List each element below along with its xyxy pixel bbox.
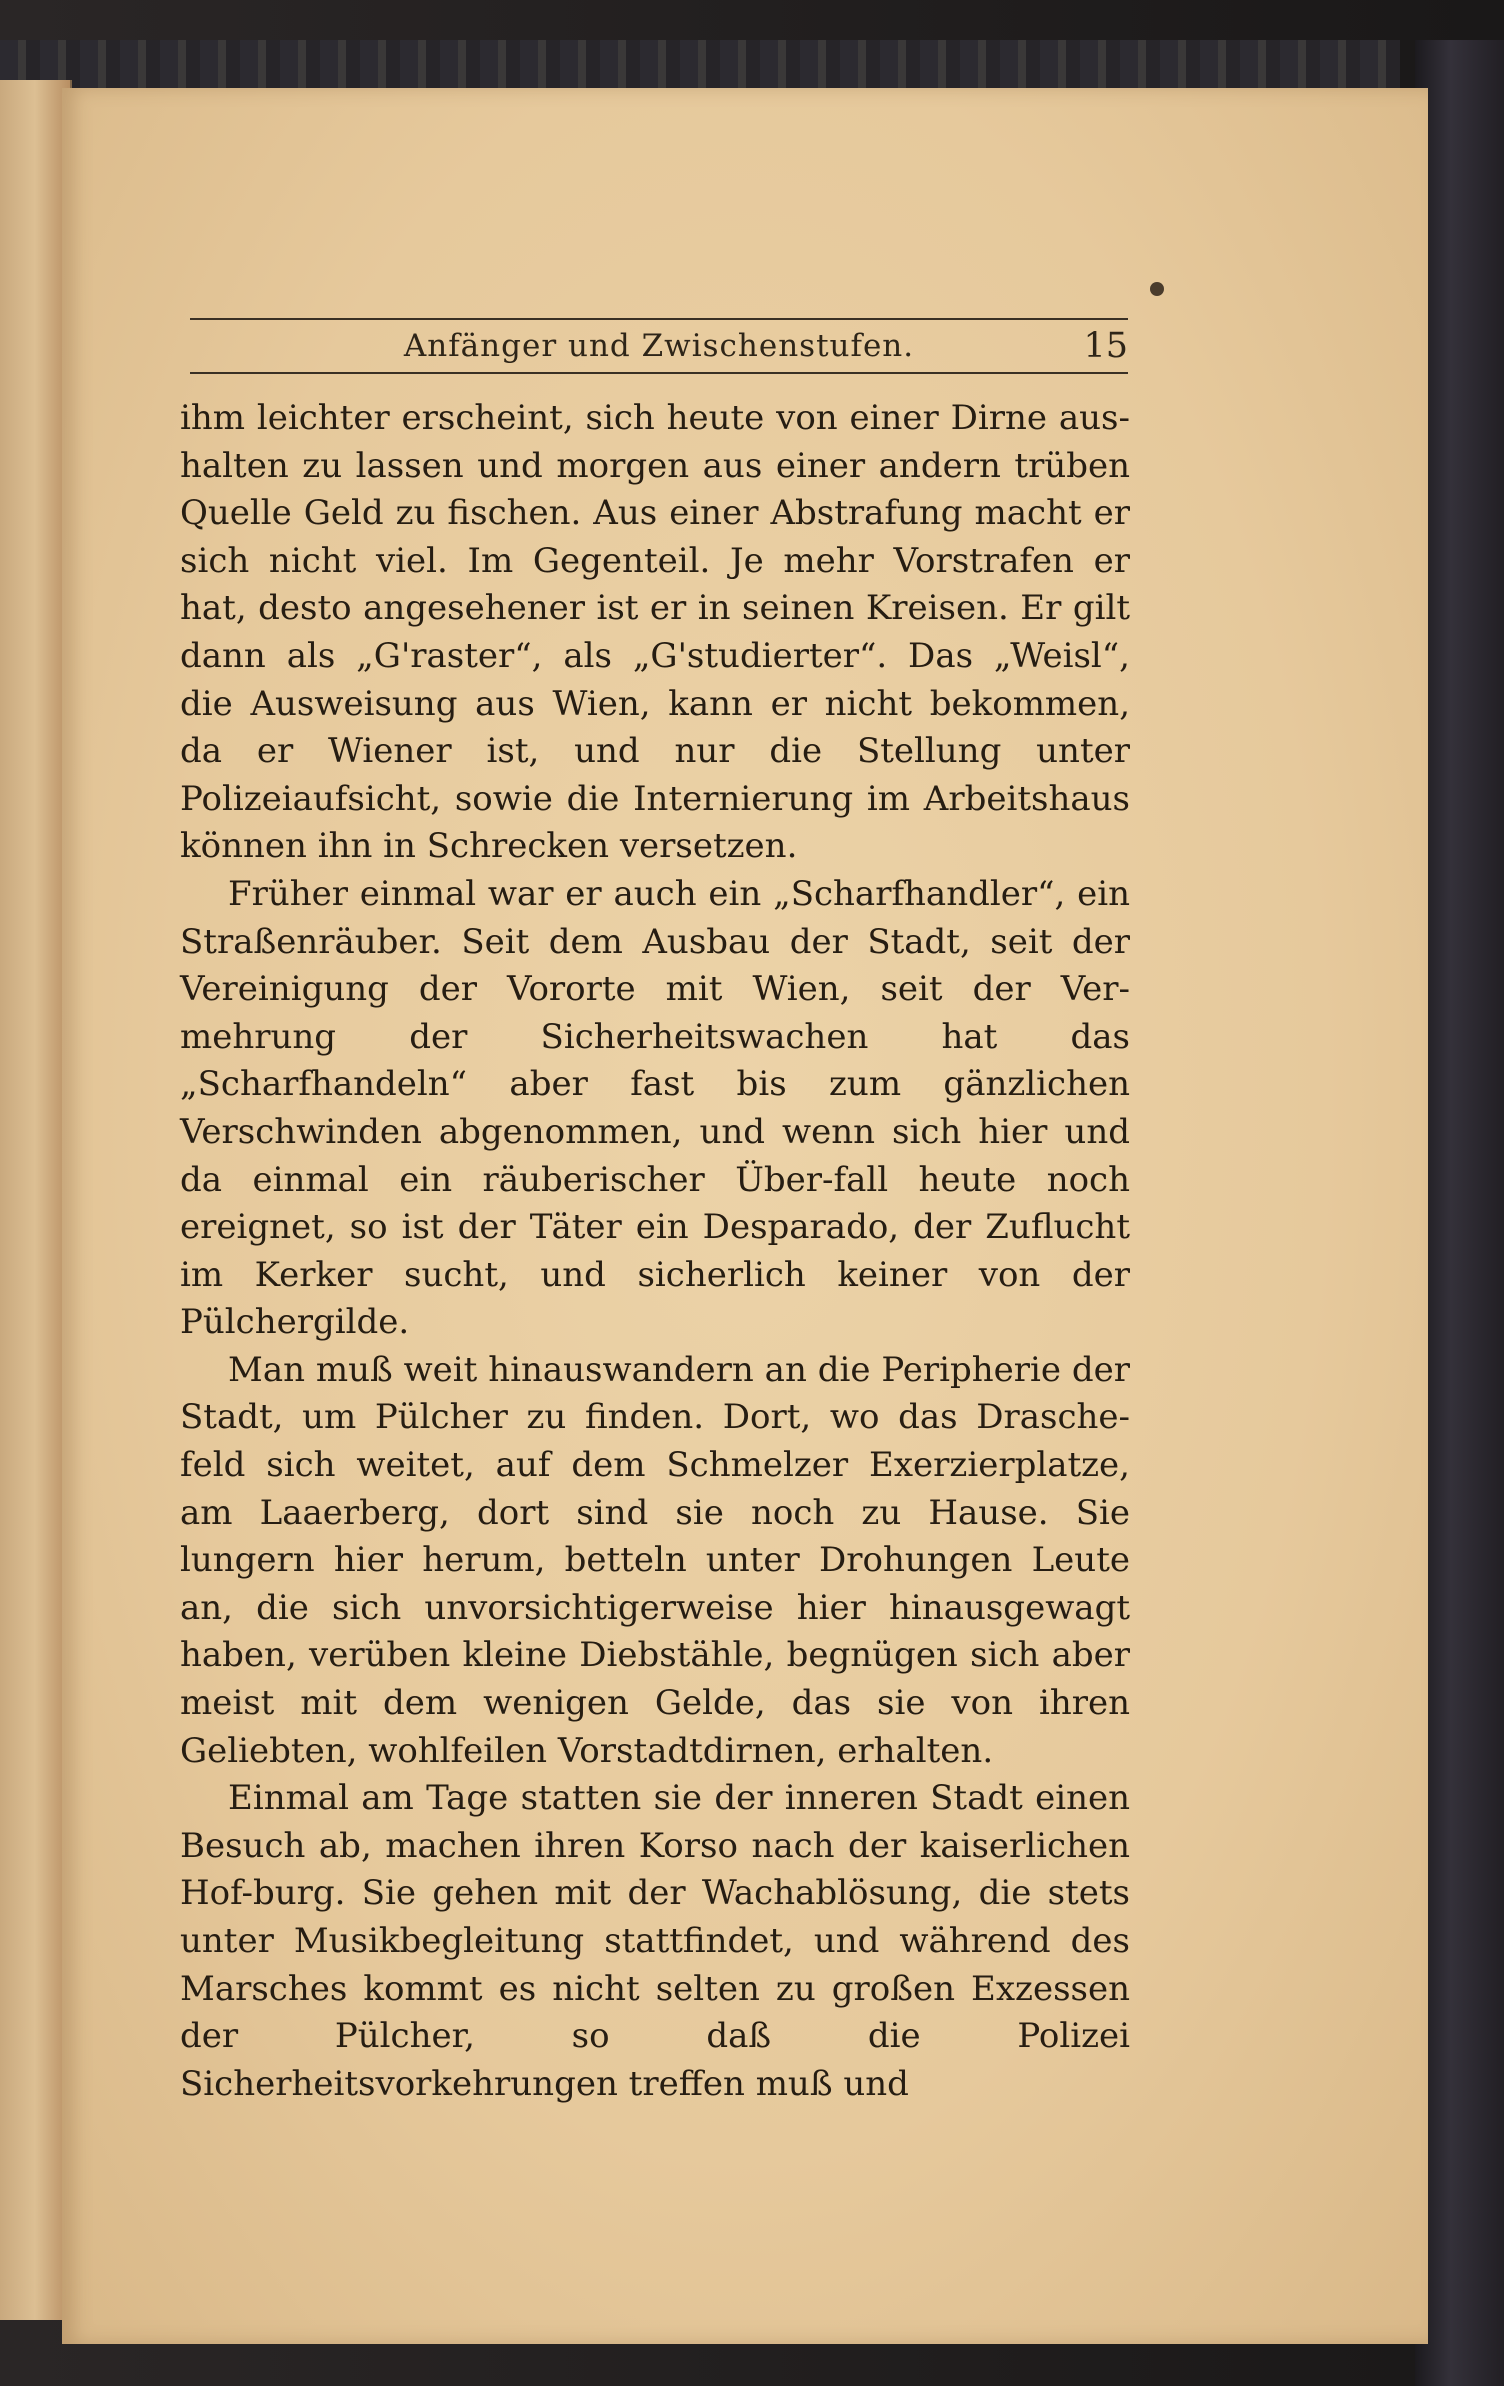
running-head-title: Anfänger und Zwischenstufen.: [403, 328, 915, 364]
book-cover-right-edge: [1415, 40, 1504, 2386]
paragraph-1: ihm leichter erscheint, sich heute von einer Dirne aus-halten zu lassen und morgen aus einer andern trüben Quelle Geld zu fischen. Aus einer Abstrafung macht er sich nicht viel. Im Gegenteil. Je mehr Vorstrafen er hat, desto angesehener ist er in seinen Kreisen. Er gilt dann als „G'raster“, als „G'studierter“. Das „Weisl“, die Ausweisung aus Wien, kann er nicht bekommen, da er Wiener ist, und nur die Stellung unter Polizeiaufsicht, sowie die Internierung im Arbeitshaus können ihn in Schrecken versetzen.: [180, 398, 1130, 867]
paragraph-4: Einmal am Tage statten sie der inneren Stadt einen Besuch ab, machen ihren Korso nach der kaiserlichen Hof-burg. Sie gehen mit der Wachablösung, die stets unter Musikbegleitung stattfindet, und während des Marsches kommt es nicht selten zu großen Exzessen der Pülcher, so daß die Polizei Sicherheitsvorkehrungen treffen muß und: [180, 1778, 1130, 2104]
paragraph-3: Man muß weit hinauswandern an die Peripherie der Stadt, um Pülcher zu finden. Dort, wo das Drasche-feld sich weitet, auf dem Schmelzer Exerzierplatze, am Laaerberg, dort sind sie noch zu Hause. Sie lungern hier herum, betteln unter Drohungen Leute an, die sich unvorsichtigerweise hier hinausgewagt haben, verüben kleine Diebstähle, begnügen sich aber meist mit dem wenigen Gelde, das sie von ihren Geliebten, wohlfeilen Vorstadtdirnen, erhalten.: [180, 1349, 1130, 1771]
header-rule-bottom: [190, 372, 1128, 374]
page-number: 15: [1083, 326, 1128, 366]
body-text: [180, 395, 1130, 2108]
ink-spot: [1150, 282, 1164, 296]
running-head: [190, 318, 1128, 378]
paragraph-2: Früher einmal war er auch ein „Scharfhandler“, ein Straßenräuber. Seit dem Ausbau der Stadt, seit der Vereinigung der Vororte mit Wien, seit der Ver-mehrung der Sicherheitswachen hat das „Scharfhandeln“ aber fast bis zum gänzlichen Verschwinden abgenommen, und wenn sich hier und da einmal ein räuberischer Über-fall heute noch ereignet, so ist der Täter ein Desparado, der Zuflucht im Kerker sucht, und sicherlich keiner von der Pülchergilde.: [180, 873, 1130, 1343]
